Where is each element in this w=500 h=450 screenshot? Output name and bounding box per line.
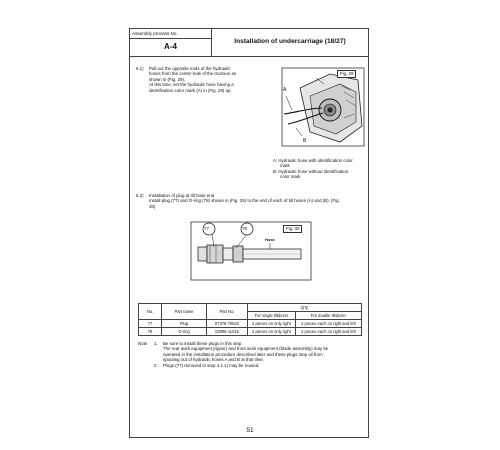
table-row — [139, 320, 362, 328]
cell-qty-single: 2 pieces on only right — [248, 328, 296, 336]
fig-29-legend — [273, 158, 353, 180]
step-2-number: 6.2) — [136, 193, 144, 198]
cell-part-no: 07376-70622 — [207, 320, 248, 328]
fig-30-label: Fig. 30 — [283, 225, 302, 233]
note-line: operated in the installation procedure described later and these plugs stop oil from — [163, 351, 323, 357]
cell-no: 78 — [139, 328, 162, 336]
step-1-line: identification color mark (A) in (Fig. 29) up. — [149, 87, 232, 93]
header-part-no: Part No. — [207, 304, 248, 320]
note-1-number: 1. — [154, 341, 158, 346]
legend-text: Hydraulic hose with identification color — [278, 158, 353, 163]
assembly-process-cell — [130, 29, 212, 57]
note-2-number: 2. — [154, 363, 158, 368]
table-row — [139, 328, 362, 336]
parts-table — [138, 303, 362, 336]
header-divider — [130, 38, 211, 39]
note-2-text — [163, 363, 259, 368]
legend-text: color mark — [280, 174, 301, 180]
page-number: 51 — [246, 427, 254, 434]
cell-qty-double: 2 pieces each on right and left — [295, 328, 361, 336]
cell-part-no: 02896-11015 — [207, 328, 248, 336]
hydraulic-hose-illustration — [270, 66, 366, 156]
cell-qty-single: 2 pieces on only right — [248, 320, 296, 328]
step-1-line: At this time, set the hydraulic hose having a — [149, 82, 234, 88]
callout-77: 77 — [204, 226, 209, 231]
callout-b: B — [303, 138, 307, 144]
step-1-line: shown in (Fig. 29). — [149, 76, 186, 82]
step-1-line: hoses from the center hole of the trunnion as — [149, 71, 237, 77]
note-1-text — [163, 341, 328, 363]
header-no: No. — [139, 304, 162, 320]
title-cell — [212, 29, 368, 57]
cell-qty-double: 2 pieces each on right and left — [295, 320, 361, 328]
legend-text: mark — [280, 163, 290, 169]
figure-30 — [190, 221, 312, 281]
table-header-row — [139, 304, 362, 312]
note-line: Be sure to install these plugs in this step. — [163, 341, 243, 346]
step-2-line: 30) — [149, 203, 156, 209]
step-2-text — [149, 193, 340, 209]
header-single-tiltdozer: For single tiltdozer — [248, 312, 296, 320]
document-page-frame — [129, 28, 369, 438]
cell-part-name: Plug — [162, 320, 207, 328]
step-1-number: 6.1) — [136, 66, 144, 71]
step-2-line: Installation of plug at tilt hose end — [149, 193, 215, 198]
header-qty: Q'ty — [248, 304, 362, 312]
page-title: Installation of undercarriage (18/27) — [234, 38, 346, 45]
note-line: spouting out of hydraulic hoses A and B at that time. — [163, 357, 265, 363]
fig-29-label: Fig. 29 — [337, 70, 356, 78]
note-line: The rear work equipment (ripper) and front work equipment (blade assembly) may be — [163, 346, 329, 352]
callout-a: A — [283, 87, 287, 93]
step-2-line: Install plug (77) and O-ring (78) shown in (Fig. 29) to the end of each of tilt hoses (A) and (B). (Fig. — [149, 198, 340, 204]
cell-no: 77 — [139, 320, 162, 328]
step-1-text — [149, 66, 236, 93]
legend-key: B: — [273, 168, 278, 174]
callout-78: 78 — [242, 226, 247, 231]
assembly-process-label: Assembly process No. — [132, 31, 178, 36]
figure-29 — [270, 66, 366, 156]
header-part-name: Part name — [162, 304, 207, 320]
note-line: Plugs (77) removed in step 4.1.1) may be reused. — [163, 363, 260, 368]
cell-part-name: O-ring — [162, 328, 207, 336]
hose-label: Hose — [265, 237, 275, 242]
step-1-line: Pull out the opposite ends of the hydraulic — [149, 66, 231, 71]
header-double-tiltdozer: For double tiltdozer — [295, 312, 361, 320]
process-id: A-4 — [164, 42, 177, 51]
legend-text: Hydraulic hose without identification — [278, 168, 349, 174]
note-label: Note — [138, 341, 148, 346]
legend-key: A: — [273, 158, 278, 163]
